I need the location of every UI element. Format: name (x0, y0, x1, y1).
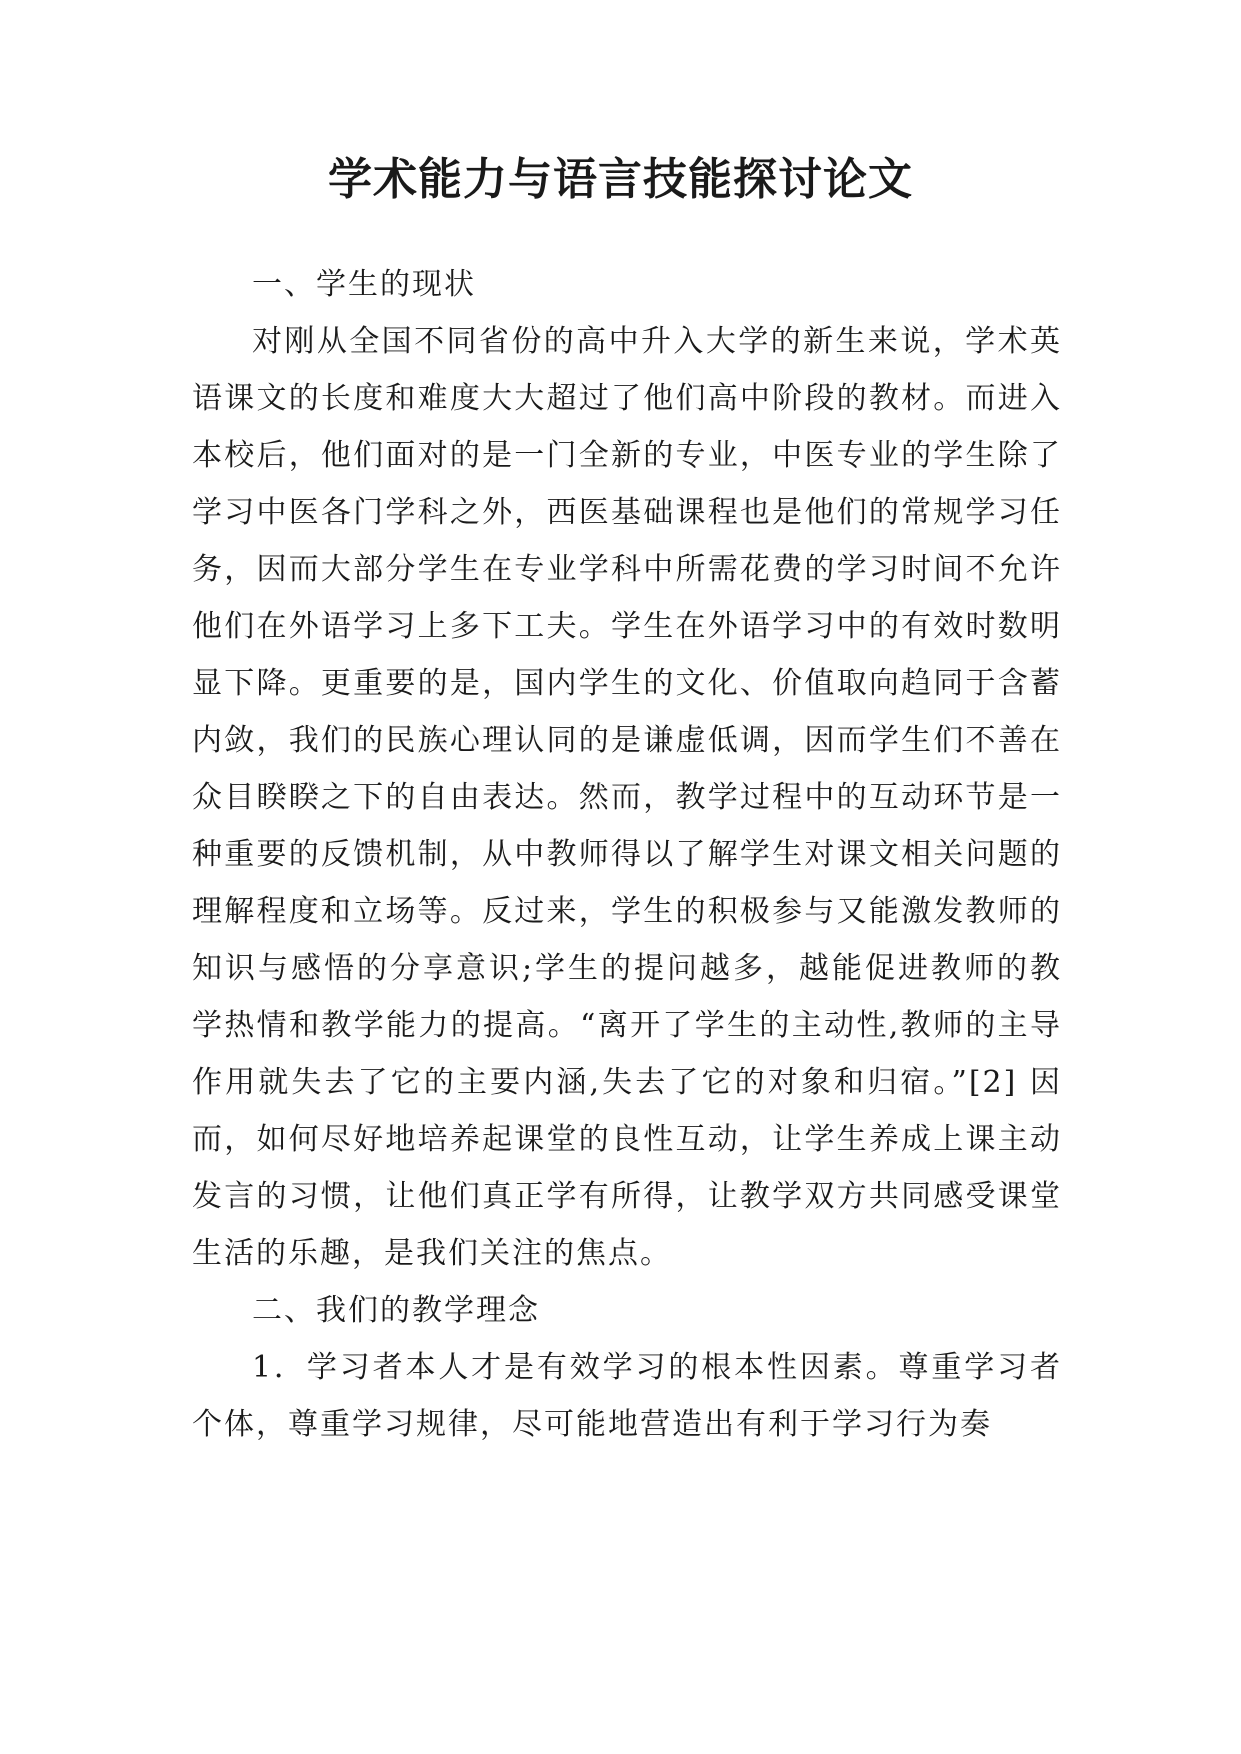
document-title: 学术能力与语言技能探讨论文 (328, 154, 913, 205)
body-paragraph: 对刚从全国不同省份的高中升入大学的新生来说，学术英语课文的长度和难度大大超过了他们高中阶段的教材。而进入本校后，他们面对的是一门全新的专业，中医专业的学生除了学习中医各门学科之外，西医基础课程也是他们的常规学习任务，因而大部分学生在专业学科中所需花费的学习时间不允许他们在外语学习上多下工夫。学生在外语学习中的有效时数明显下降。更重要的是，国内学生的文化、价值取向趋同于含蓄内敛，我们的民族心理认同的是谦虚低调，因而学生们不善在众目睽睽之下的自由表达。然而，教学过程中的互动环节是一种重要的反馈机制，从中教师得以了解学生对课文相关问题的理解程度和立场等。反过来，学生的积极参与又能激发教师的知识与感悟的分享意识;学生的提问越多，越能促进教师的教学热情和教学能力的提高。“离开了学生的主动性,教师的主导作用就失去了它的主要内涵,失去了它的对象和归宿。”[2] 因而，如何尽好地培养起课堂的良性互动，让学生养成上课主动发言的习惯，让他们真正学有所得，让教学双方共同感受课堂生活的乐趣，是我们关注的焦点。 (192, 324, 1062, 1271)
document-body (192, 256, 1062, 1453)
section-heading: 二、我们的教学理念 (252, 1293, 540, 1328)
section-heading: 一、学生的现状 (252, 267, 476, 302)
body-paragraph: 1．学习者本人才是有效学习的根本性因素。尊重学习者个体，尊重学习规律，尽可能地营造出有利于学习行为奏 (192, 1350, 1062, 1442)
